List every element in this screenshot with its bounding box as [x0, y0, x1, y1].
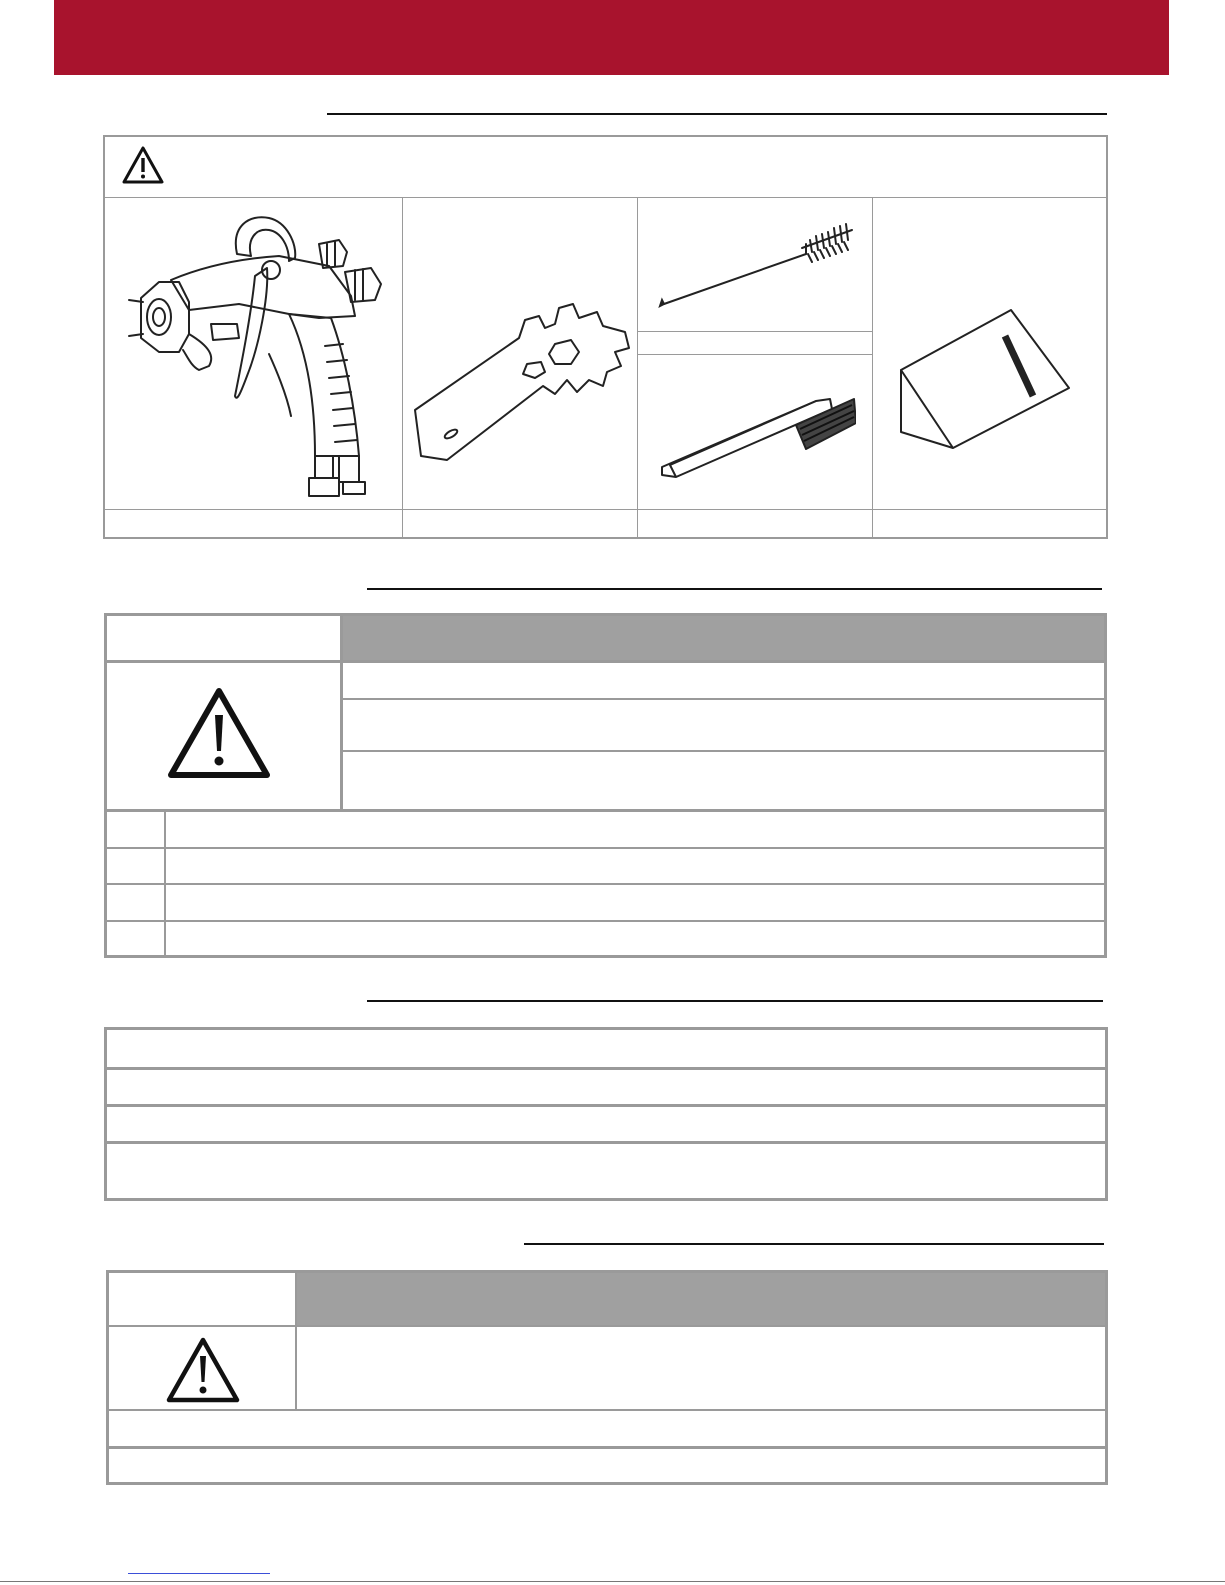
hazard-header-left: [107, 616, 340, 660]
caution-header-right: [297, 1273, 1105, 1325]
hazard-numbered-row: [107, 922, 1104, 955]
warning-icon: [121, 145, 165, 185]
kit-item-needle-brush: [638, 198, 872, 331]
info-row: [107, 1030, 1105, 1067]
caution-row: [109, 1449, 1105, 1482]
footer-rule: [0, 1581, 1225, 1582]
hazard-numbered-row: [107, 812, 1104, 847]
warning-icon: [165, 685, 273, 781]
kit-item-spray-gun: [105, 198, 402, 509]
hazard-warning-cell: [107, 663, 340, 809]
kit-item-wire-brush: [638, 355, 872, 509]
caution-warning-cell: [109, 1327, 295, 1409]
hazard-warning-row: [343, 663, 1104, 698]
caution-table: [106, 1270, 1108, 1485]
manual-booklet-icon: [893, 306, 1073, 456]
caution-header-left: [109, 1273, 295, 1325]
info-row: [107, 1144, 1105, 1198]
wire-brush-icon: [656, 379, 856, 479]
section-rule-hazards: [367, 588, 1102, 590]
info-row: [107, 1107, 1105, 1141]
warning-icon: [164, 1335, 242, 1405]
kit-item-spanner: [403, 198, 637, 509]
info-row: [107, 1070, 1105, 1104]
caution-warning-text-cell: [297, 1327, 1105, 1409]
hazard-numbered-row: [107, 849, 1104, 883]
caution-row: [109, 1411, 1105, 1446]
hazard-table: [104, 613, 1107, 958]
hazard-numbered-row: [107, 885, 1104, 920]
section-rule-kit: [327, 113, 1107, 115]
section-rule-caution: [524, 1243, 1104, 1245]
hazard-warning-row: [343, 700, 1104, 750]
hazard-warning-row: [343, 752, 1104, 809]
kit-warning-row: [105, 137, 1106, 197]
spanner-icon: [407, 268, 633, 468]
hazard-header-right: [342, 616, 1104, 660]
info-table: [104, 1027, 1108, 1201]
footer-link-underline[interactable]: [128, 1573, 270, 1574]
spray-gun-icon: [119, 206, 389, 506]
section-rule-info: [367, 1000, 1103, 1002]
kit-contents-table: [103, 135, 1108, 539]
cleaning-needle-brush-icon: [656, 220, 856, 310]
header-band: [54, 0, 1169, 75]
kit-item-manual: [873, 198, 1106, 509]
